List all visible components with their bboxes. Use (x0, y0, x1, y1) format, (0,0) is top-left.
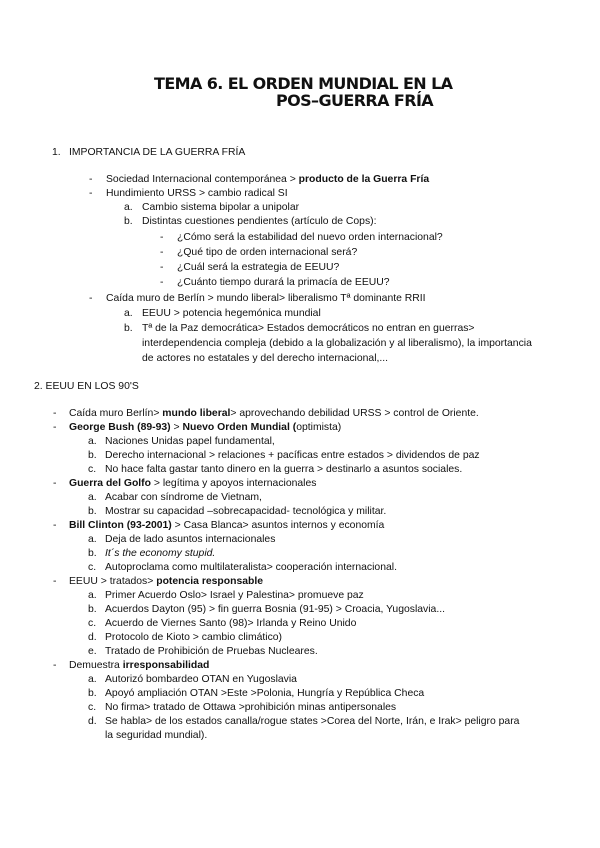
bullet-dash: - (89, 174, 93, 185)
list-item: Hundimiento URSS > cambio radical SI (106, 188, 288, 199)
question-item: ¿Cuál será la estrategia de EEUU? (177, 262, 340, 273)
bullet-dash: - (160, 262, 164, 273)
list-marker: b. (88, 548, 97, 559)
list-marker: c. (88, 702, 97, 713)
bullet-dash: - (89, 293, 93, 304)
list-marker: a. (88, 674, 97, 685)
list-item: Mostrar su capacidad –sobrecapacidad- tecnológica y militar. (105, 506, 387, 517)
list-item-continuation: la seguridad mundial). (105, 730, 208, 741)
list-item-continuation: de actores no estatales y del derecho internacional,... (142, 353, 389, 364)
list-item: Caída muro de Berlín > mundo liberal> liberalismo Tª dominante RRII (106, 293, 426, 304)
list-item: EEUU > tratados> potencia responsable (69, 576, 264, 587)
bullet-dash: - (160, 232, 164, 243)
list-marker: a. (124, 308, 133, 319)
page-title-line1: TEMA 6. EL ORDEN MUNDIAL EN LA (154, 74, 453, 93)
section1-number: 1. (52, 147, 61, 158)
bullet-dash: - (53, 520, 57, 531)
list-item: Caída muro Berlín> mundo liberal> aprovechando debilidad URSS > control de Oriente. (69, 408, 479, 419)
list-marker: a. (88, 590, 97, 601)
list-marker: b. (88, 604, 97, 615)
bullet-dash: - (160, 277, 164, 288)
list-item: Derecho internacional > relaciones + pacíficas entre estados > dividendos de paz (105, 450, 480, 461)
list-item: Naciones Unidas papel fundamental, (105, 436, 275, 447)
list-item-continuation: interdependencia compleja (debido a la globalización y al liberalismo), la importancia (142, 338, 532, 349)
list-item: Bill Clinton (93-2001) > Casa Blanca> asuntos internos y economía (69, 520, 385, 531)
list-item: Sociedad Internacional contemporánea > producto de la Guerra Fría (106, 174, 430, 185)
list-marker: c. (88, 464, 97, 475)
list-item: EEUU > potencia hegemónica mundial (142, 308, 321, 319)
list-marker: b. (88, 688, 97, 699)
list-marker: d. (88, 716, 97, 727)
bullet-dash: - (53, 478, 57, 489)
bullet-dash: - (89, 188, 93, 199)
question-item: ¿Cómo será la estabilidad del nuevo orden internacional? (177, 232, 443, 243)
list-item: Guerra del Golfo > legítima y apoyos internacionales (69, 478, 317, 489)
list-item: Acuerdo de Viernes Santo (98)> Irlanda y Reino Unido (105, 618, 357, 629)
list-item: Acabar con síndrome de Vietnam, (105, 492, 262, 503)
list-marker: a. (124, 202, 133, 213)
list-item: Tratado de Prohibición de Pruebas Nucleares. (105, 646, 318, 657)
list-item: No hace falta gastar tanto dinero en la guerra > destinarlo a asuntos sociales. (105, 464, 463, 475)
list-item: Protocolo de Kioto > cambio climático) (105, 632, 283, 643)
list-marker: b. (124, 216, 133, 227)
list-marker: c. (88, 618, 97, 629)
list-marker: b. (88, 450, 97, 461)
list-item: Apoyó ampliación OTAN >Este >Polonia, Hungría y República Checa (105, 688, 425, 699)
list-item: Tª de la Paz democrática> Estados democráticos no entran en guerras> (142, 323, 475, 334)
list-item: Distintas cuestiones pendientes (artículo de Cops): (142, 216, 377, 227)
list-item: Demuestra irresponsabilidad (69, 660, 210, 671)
list-item: Primer Acuerdo Oslo> Israel y Palestina> promueve paz (105, 590, 364, 601)
bullet-dash: - (160, 247, 164, 258)
question-item: ¿Cuánto tiempo durará la primacía de EEUU? (177, 277, 390, 288)
list-marker: b. (124, 323, 133, 334)
list-item: No firma> tratado de Ottawa >prohibición minas antipersonales (105, 702, 397, 713)
list-item: Acuerdos Dayton (95) > fin guerra Bosnia (91-95) > Croacia, Yugoslavia... (105, 604, 445, 615)
list-marker: b. (88, 506, 97, 517)
section2-heading: 2. EEUU EN LOS 90'S (34, 381, 139, 392)
list-marker: a. (88, 534, 97, 545)
bullet-dash: - (53, 422, 57, 433)
list-marker: d. (88, 632, 97, 643)
list-marker: e. (88, 646, 97, 657)
page-title-line2: POS–GUERRA FRÍA (276, 91, 434, 110)
list-item: Se habla> de los estados canalla/rogue states >Corea del Norte, Irán, e Irak> peligro para (105, 716, 520, 727)
list-item: Autorizó bombardeo OTAN en Yugoslavia (105, 674, 297, 685)
list-item: Autoproclama como multilateralista> cooperación internacional. (105, 562, 397, 573)
bullet-dash: - (53, 660, 57, 671)
list-item: Deja de lado asuntos internacionales (105, 534, 276, 545)
list-marker: a. (88, 492, 97, 503)
list-marker: c. (88, 562, 97, 573)
list-item: Cambio sistema bipolar a unipolar (142, 202, 300, 213)
list-item: George Bush (89-93) > Nuevo Orden Mundial (optimista) (69, 422, 342, 433)
question-item: ¿Qué tipo de orden internacional será? (177, 247, 358, 258)
bullet-dash: - (53, 408, 57, 419)
bullet-dash: - (53, 576, 57, 587)
section1-heading: IMPORTANCIA DE LA GUERRA FRÍA (69, 147, 246, 158)
list-marker: a. (88, 436, 97, 447)
list-item: It´s the economy stupid. (105, 548, 216, 559)
